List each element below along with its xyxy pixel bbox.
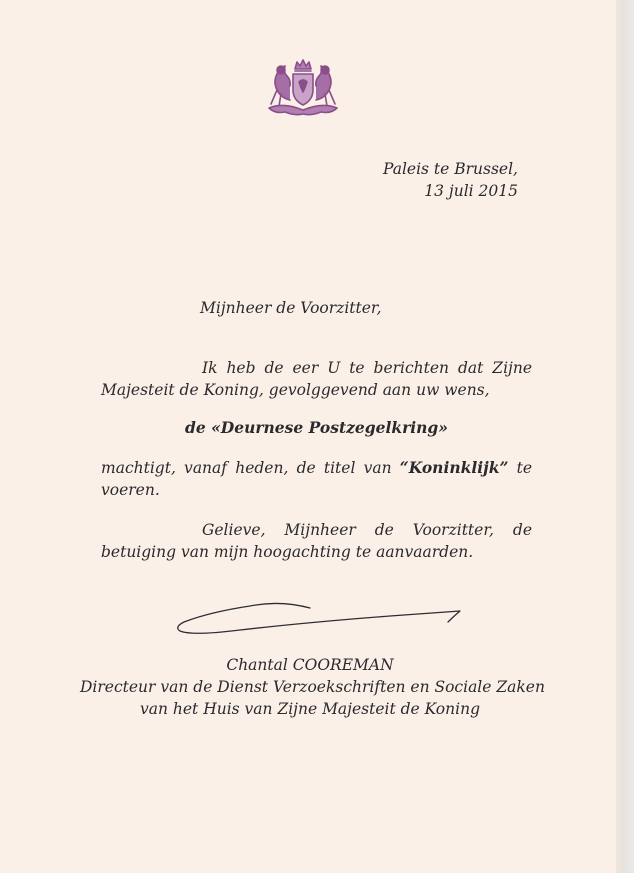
letter-date: 13 juli 2015 [424,182,518,200]
handwritten-signature [170,596,470,640]
paragraph-1-line-2: Majesteit de Koning, gevolggevend aan uw wens, [101,381,490,399]
signatory-block [80,654,545,720]
paragraph-2 [101,457,532,501]
paragraph-3 [101,519,532,563]
royal-coat-of-arms-icon [259,56,347,118]
koninklijk-title: “Koninklijk” [399,458,509,477]
paragraph-1 [101,357,532,401]
paragraph-3-line-1: Gelieve, Mijnheer de Voorzitter, de [202,521,532,539]
scan-edge [616,0,634,873]
paragraph-2-line-2: voeren. [101,481,160,499]
paragraph-1-line-1: Ik heb de eer U te berichten dat Zijne [202,359,532,377]
paragraph-3-line-2: betuiging van mijn hoogachting te aanvaarden. [101,543,474,561]
paragraph-2-text-before: machtigt, vanaf heden, de titel van [101,459,392,477]
salutation: Mijnheer de Voorzitter, [200,299,382,317]
signatory-title-line-1: Directeur van de Dienst Verzoekschriften en Sociale Zaken [80,678,545,696]
signatory-name: Chantal COOREMAN [226,656,394,674]
place-date-block [300,158,518,202]
letter-place: Paleis te Brussel, [382,160,518,178]
paragraph-2-text-after: te [516,459,532,477]
signatory-title-line-2: van het Huis van Zijne Majesteit de Koning [139,700,480,718]
organization-name: de «Deurnese Postzegelkring» [185,418,448,437]
paragraph-2-line-1 [101,457,532,479]
